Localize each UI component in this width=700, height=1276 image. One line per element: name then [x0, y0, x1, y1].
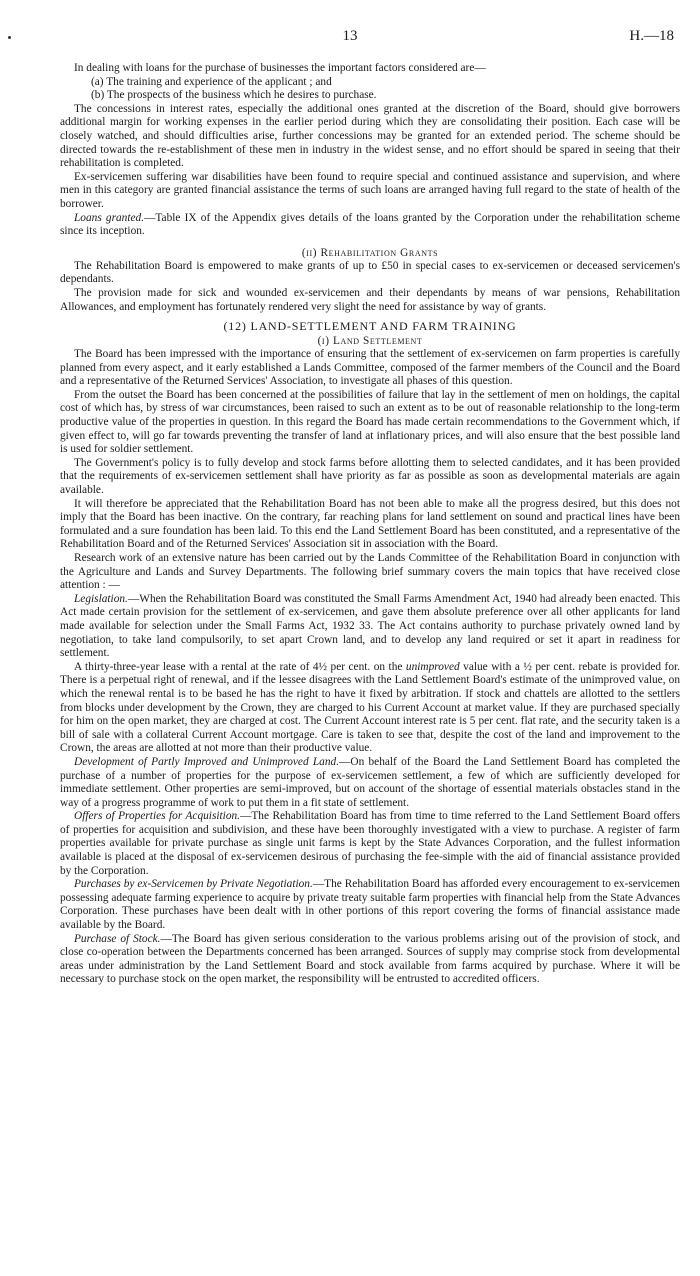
page-header: [0, 28, 700, 48]
grants-paragraph-2: The provision made for sick and wounded ex-servicemen and their dependants by means of war pensions, Rehabilitation Allowances, and employment has fortunately rendered very slight the need for assistance by way of grants.: [60, 286, 680, 313]
legislation-paragraph: [60, 593, 680, 661]
loans-granted-paragraph: [60, 212, 680, 239]
grants-paragraph-1: The Rehabilitation Board is empowered to make grants of up to £50 in special cases to ex-servicemen or deceased servicemen's dependants.: [60, 259, 680, 286]
land-settlement-subheading: (i) Land Settlement: [317, 335, 423, 348]
page-body: [60, 62, 680, 987]
offers-lead: Offers of Properties for Acquisition.: [74, 810, 241, 823]
concessions-paragraph: The concessions in interest rates, especially the additional ones granted at the discretion of the Board, should give borrowers additional margin for working expenses in the earlier period during which they are consolidating their position. Each case will be closely watched, and should difficulties arise, further concessions may be granted for an extended period. The scheme should be directed towards the re-establishment of these men in industry in the widest sense, and no effort should be spared in seeing that their rehabilitation is completed.: [60, 102, 680, 170]
loans-intro-paragraph: In dealing with loans for the purchase of businesses the important factors considered are—: [74, 62, 486, 74]
development-paragraph: [60, 756, 680, 810]
lease-text-a: A thirty-three-year lease with a rental at the rate of 4½ per cent. on the: [74, 660, 406, 673]
land-paragraph-2: From the outset the Board has been concerned at the possibilities of failure that lay in the settlement of men on holdings, the capital cost of which has, by stress of war circumstances, been raised to such an extent as to be out of reasonable relationship to the long-term productive value of the properties in question. In this regard the Board has made certain recommendations to the Government which, if given effect to, will go far towards preventing the transfer of land at inflationary prices, and will also ensure that the best possible land is used for soldier settlement.: [60, 388, 680, 456]
loans-factor-a: (a) The training and experience of the applicant ; and: [91, 75, 332, 88]
lease-paragraph: [60, 661, 680, 756]
development-text: —On behalf of the Board the Land Settlement Board has completed the purchase of a number of properties for the purpose of ex-servicemen settlement, a few of which are sufficiently developed for immediate settlement. Other properties are semi-improved, but on account of the shortage of essential materials obstacles stand in the way of a progress programme of work to put them in a fit state of settlement.: [60, 755, 680, 809]
legislation-lead: Legislation.: [74, 592, 128, 605]
purchases-paragraph: [60, 878, 680, 932]
offers-paragraph: [60, 810, 680, 878]
stock-lead: Purchase of Stock.: [74, 932, 161, 945]
document-reference: H.—18: [629, 28, 674, 44]
land-paragraph-3: The Government's policy is to fully develop and stock farms before allotting them to selected candidates, and it has been provided that the requirements of ex-servicemen settlement shall have priority as far as possible as soon as developmental materials are again available.: [60, 456, 680, 497]
offers-text: —The Rehabilitation Board has from time to time referred to the Land Settlement Board offers of properties for acquisition and subdivision, and these have been thoroughly investigated with a view to purchase. A register of farm properties available for private purchase as single unit farms is kept by the State Advances Corporation, and the fullest information available is placed at the disposal of ex-servicemen desirous of purchasing the fee-simple with the aid of financial assistance provided by the Corporation.: [60, 810, 681, 877]
land-paragraph-4: It will therefore be appreciated that the Rehabilitation Board has not been able to make all the progress desired, but this does not imply that the Board has been inactive. On the contrary, far reaching plans for land settlement on sound and practical lines have been formulated and a sure foundation has been laid. To this end the Land Settlement Board has been constituted, and a representative of the Rehabilitation Board and of the Returned Services' Association sit in association with the Board.: [60, 497, 680, 551]
development-lead: Development of Partly Improved and Unimproved Land.: [74, 755, 340, 768]
purchases-lead: Purchases by ex-Servicemen by Private Negotiation.: [74, 878, 313, 891]
loans-factor-b: (b) The prospects of the business which he desires to purchase.: [91, 89, 377, 102]
legislation-text: —When the Rehabilitation Board was constituted the Small Farms Amendment Act, 1940 had already been enacted. This Act made certain provision for the settlement of ex-servicemen, and gave them absolute preference over all other applicants for land made available for selection under the Small Farms Act, 1932 33. The Act contains authority to purchase privately owned land by negotiation, to take land compulsorily, to set apart Crown land, and to develop any land required or set it apart in readiness for settlement.: [60, 592, 680, 660]
war-disabilities-paragraph: Ex-servicemen suffering war disabilities have been found to require special and continued assistance and supervision, and where men in this category are granted financial assistance the terms of such loans are arranged having full regard to the state of health of the borrower.: [60, 170, 680, 210]
stock-paragraph: [60, 933, 680, 987]
grants-heading: (ii) Rehabilitation Grants: [301, 246, 439, 259]
land-paragraph-1: The Board has been impressed with the importance of ensuring that the settlement of ex-servicemen on farm properties is carefully planned from every aspect, and it early established a Lands Committee, composed of the farmer members of the Council and the Board and a representative of the Returned Services' Association, to investigate all phases of this question.: [60, 348, 680, 388]
lease-text-b: value with a ½ per cent. rebate is provided for. There is a perpetual right of renewal, and if the lessee disagrees with the Land Settlement Board's estimate of the unimproved value, on which the renewal rental is to be based he has the right to have it fixed by arbitration. If stock and chattels are allotted to the settlers from blocks under development by the Crown, they are charged to his Current Account at market value. If they are purchased specially for him on the open market, they are charged at cost. The Current Account interest rate is 5 per cent. flat rate, and the security taken is a bill of sale with a collateral Current Account mortgage. Care is taken to see that, despite the cost of the land and improvement to the Crown, the areas are allotted at not more than their productive value.: [60, 660, 680, 755]
lease-emphasis: unimproved: [405, 660, 460, 673]
loans-granted-lead: Loans granted.: [74, 211, 145, 224]
stock-text: —The Board has given serious consideration to the various problems arising out of the provision of stock, and close co-operation between the Departments concerned has been arranged. Sources of supply may comprise stock from developmental areas under administration by the Land Settlement Board and stock available from farms acquired by purchase. Where it will be necessary to purchase stock on the open market, the responsibility will be entrusted to accredited officers.: [60, 932, 681, 986]
land-paragraph-5: Research work of an extensive nature has been carried out by the Lands Committee of the Rehabilitation Board in conjunction with the Agriculture and Lands and Survey Departments. The following brief summary covers the main topics that have received close attention : —: [60, 552, 680, 592]
loans-granted-text: —Table IX of the Appendix gives details of the loans granted by the Corporation under the rehabilitation scheme since its inception.: [60, 211, 681, 238]
purchases-text: —The Rehabilitation Board has afforded every encouragement to ex-servicemen possessing adequate farming experience to acquire by private treaty suitable farm properties with financial help from the State Advances Corporation. These purchases have been dealt with in other portions of this report covering the forms of financial assistance made available by the Board.: [60, 878, 680, 932]
land-settlement-heading: (12) LAND-SETTLEMENT AND FARM TRAINING: [223, 319, 517, 334]
page-number: 13: [342, 28, 358, 44]
